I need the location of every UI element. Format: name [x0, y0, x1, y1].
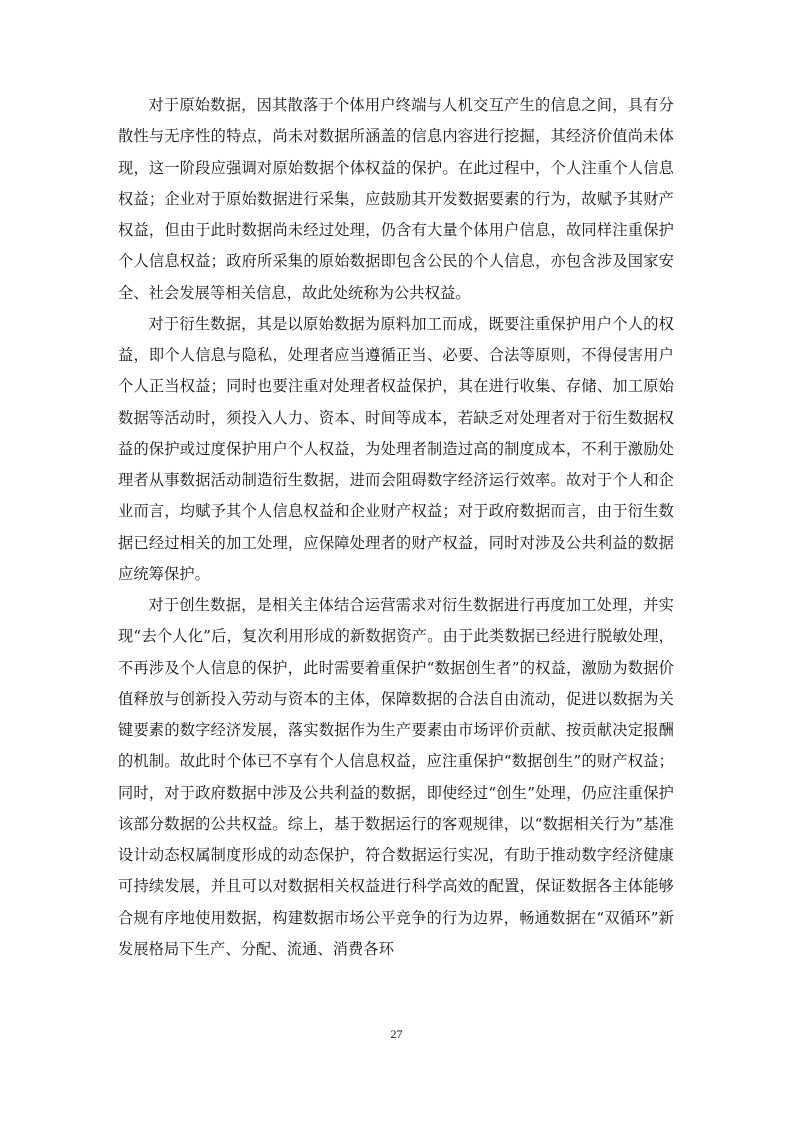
document-body — [118, 90, 674, 965]
paragraph-created-data: 对于创生数据，是相关主体结合运营需求对衍生数据进行再度加工处理，并实现“去个人化”后，复次利用形成的新数据资产。由于此类数据已经进行脱敏处理，不再涉及个人信息的保护，此时需要着重保护“数据创生者”的权益，激励为数据价值释放与创新投入劳动与资本的主体，保障数据的合法自由流动，促进以数据为关键要素的数字经济发展，落实数据作为生产要素由市场评价贡献、按贡献决定报酬的机制。故此时个体已不享有个人信息权益，应注重保护“数据创生”的财产权益；同时，对于政府数据中涉及公共利益的数据，即使经过“创生”处理，仍应注重保护该部分数据的公共权益。综上，基于数据运行的客观规律，以“数据相关行为”基准设计动态权属制度形成的动态保护，符合数据运行实况，有助于推动数字经济健康可持续发展，并且可以对数据相关权益进行科学高效的配置，保证数据各主体能够合规有序地使用数据，构建数据市场公平竞争的行为边界，畅通数据在“双循环”新发展格局下生产、分配、流通、消费各环 — [118, 596, 674, 958]
paragraph-derived-data: 对于衍生数据，其是以原始数据为原料加工而成，既要注重保护用户个人的权益，即个人信息与隐私，处理者应当遵循正当、必要、合法等原则，不得侵害用户个人正当权益；同时也要注重对处理者权益保护，其在进行收集、存储、加工原始数据等活动时，须投入人力、资本、时间等成本，若缺乏对处理者对于衍生数据权益的保护或过度保护用户个人权益，为处理者制造过高的制度成本，不利于激励处理者从事数据活动制造衍生数据，进而会阻碍数字经济运行效率。故对于个人和企业而言，均赋予其个人信息权益和企业财产权益；对于政府数据而言，由于衍生数据已经过相关的加工处理，应保障处理者的财产权益，同时对涉及公共利益的数据应统筹保护。 — [118, 314, 674, 583]
paragraph-raw-data: 对于原始数据，因其散落于个体用户终端与人机交互产生的信息之间，具有分散性与无序性的特点，尚未对数据所涵盖的信息内容进行挖掘，其经济价值尚未体现，这一阶段应强调对原始数据个体权益的保护。在此过程中，个人注重个人信息权益；企业对于原始数据进行采集，应鼓励其开发数据要素的行为，故赋予其财产权益，但由于此时数据尚未经过处理，仍含有大量个体用户信息，故同样注重保护个人信息权益；政府所采集的原始数据即包含公民的个人信息，亦包含涉及国家安全、社会发展等相关信息，故此处统称为公共权益。 — [118, 96, 674, 302]
page-number: 27 — [390, 1027, 403, 1041]
